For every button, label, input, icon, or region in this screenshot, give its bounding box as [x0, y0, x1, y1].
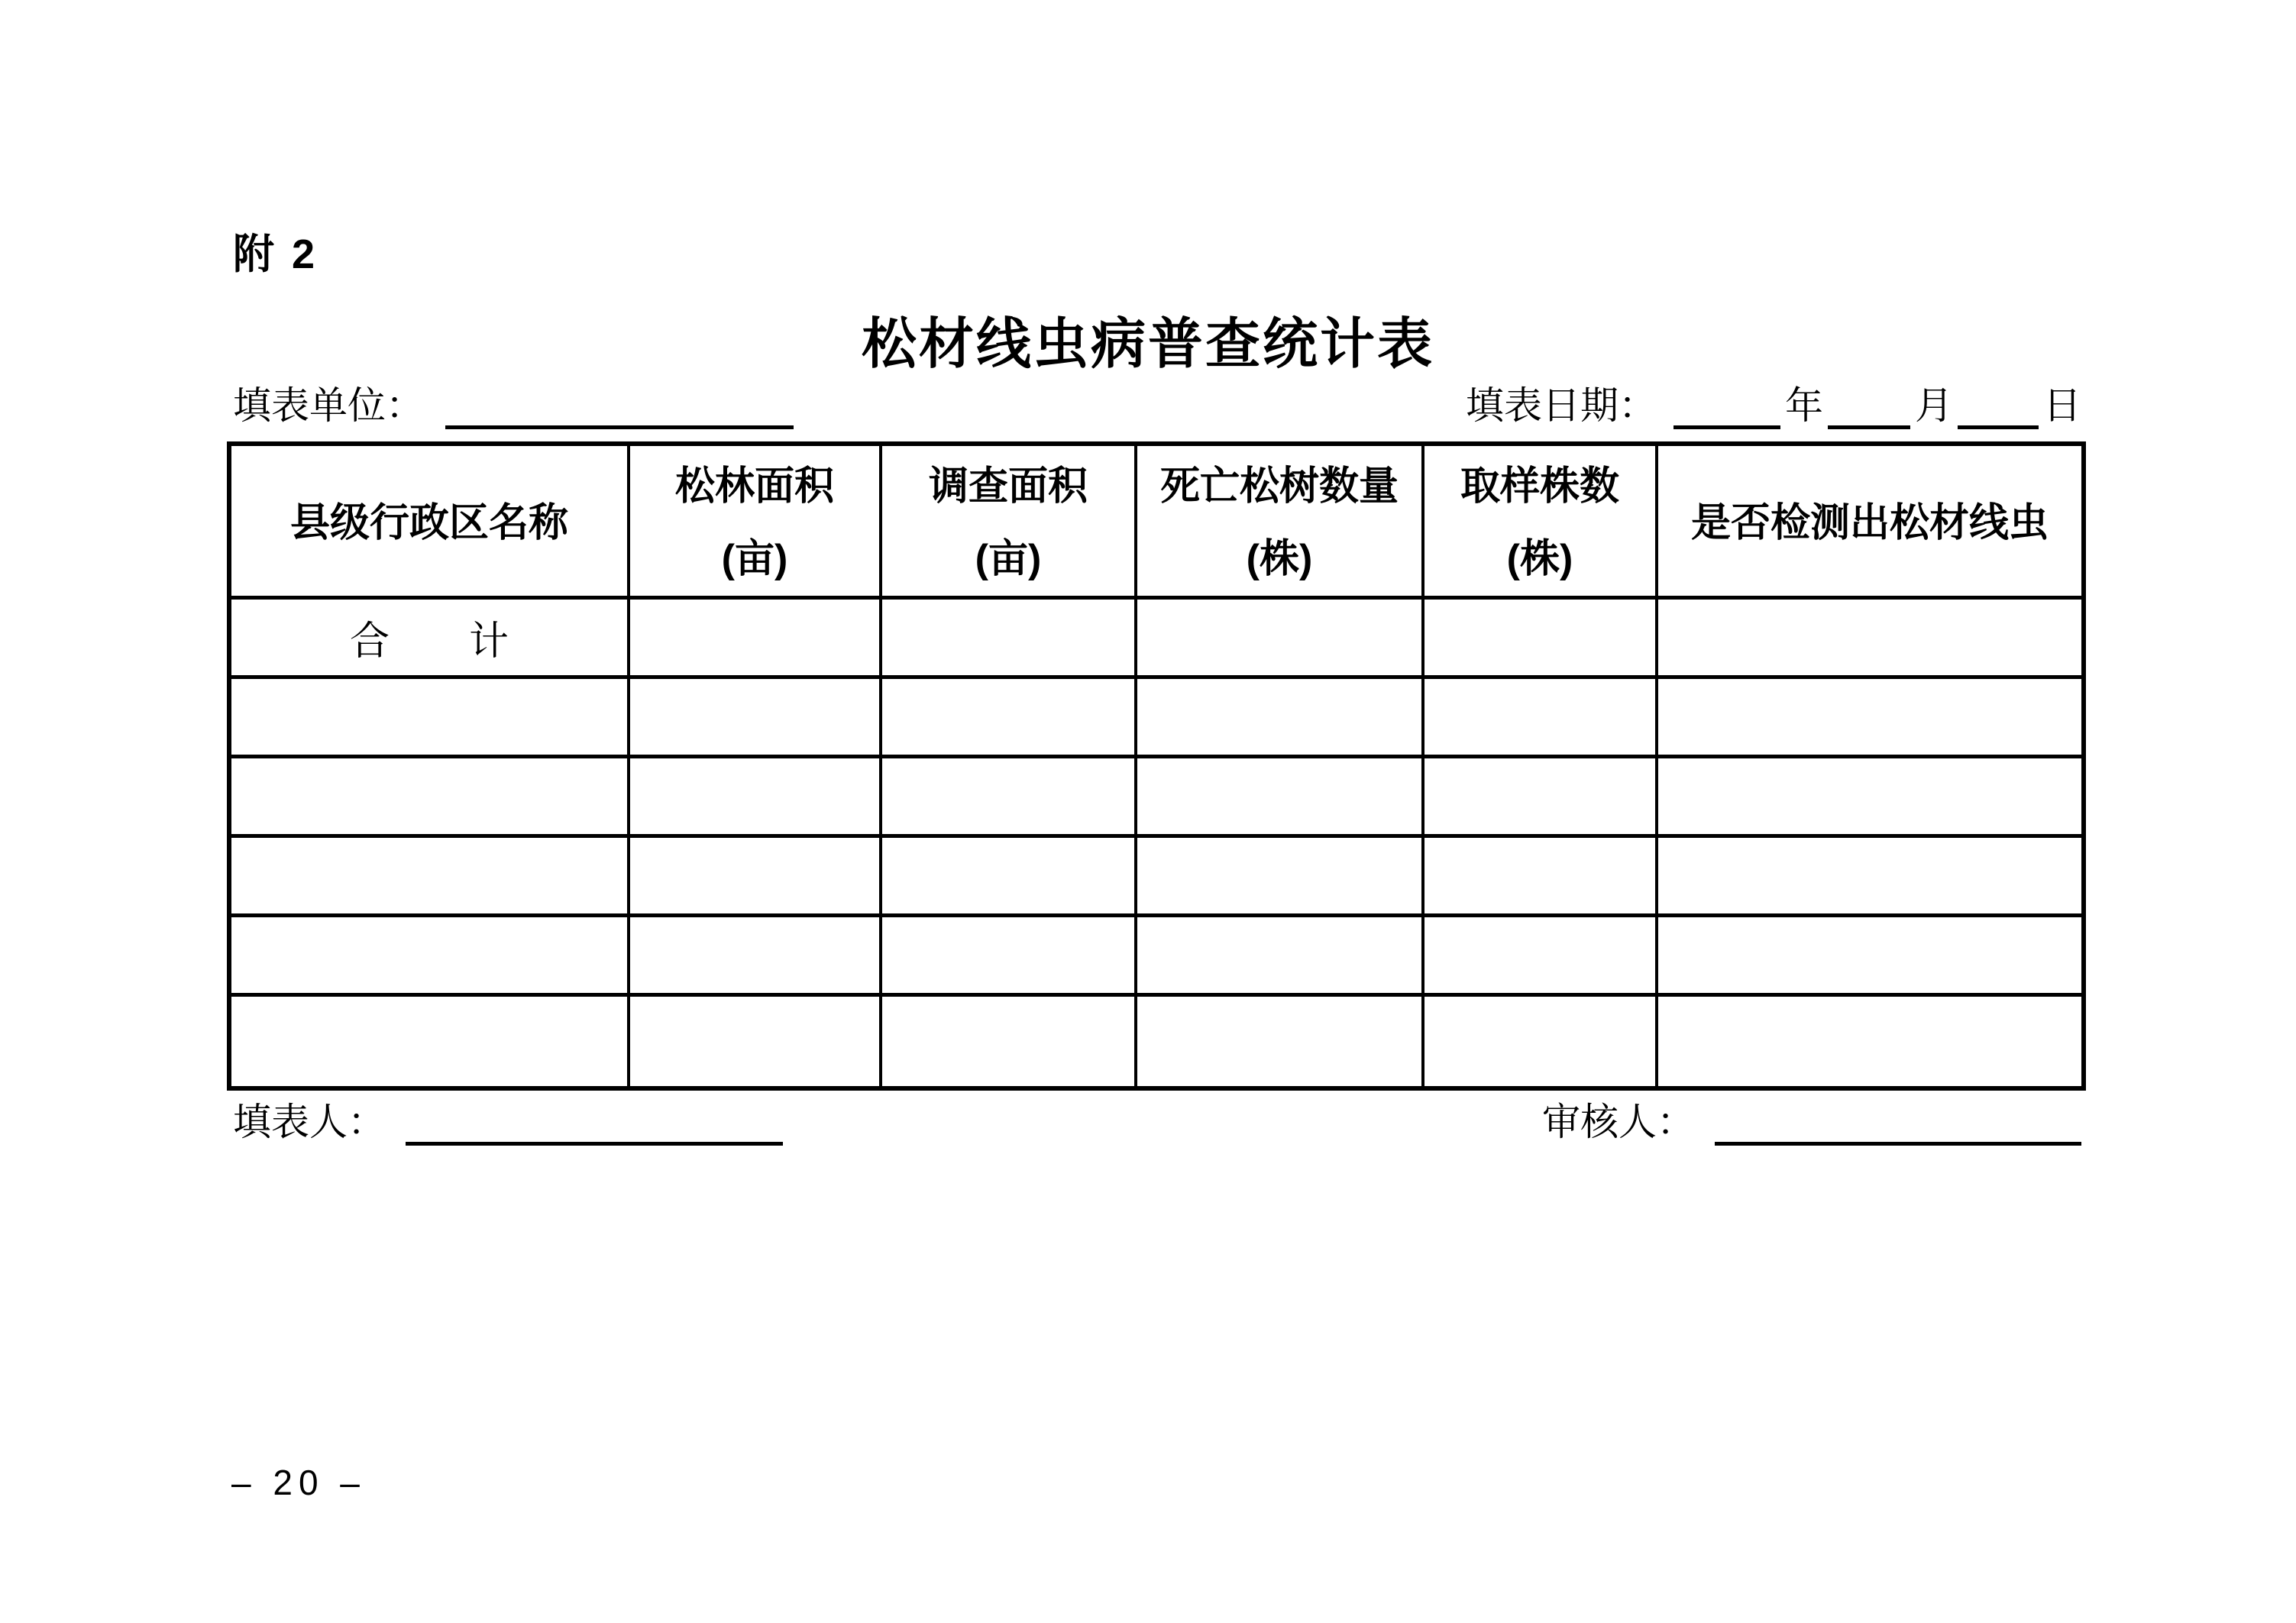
filler-label: 填表人：	[233, 1101, 386, 1143]
table-cell	[229, 916, 629, 995]
table-cell	[1423, 757, 1657, 836]
header-line: 取样株数	[1460, 464, 1619, 509]
table-cell	[1423, 836, 1657, 916]
header-cell-sample-count	[1423, 444, 1657, 598]
table-cell	[1423, 916, 1657, 995]
table-cell	[1657, 677, 2084, 757]
table-cell	[229, 677, 629, 757]
table-row	[229, 995, 2084, 1088]
table-cell	[629, 677, 881, 757]
reviewer-label: 审核人：	[1542, 1101, 1695, 1143]
table-row	[229, 916, 2084, 995]
year-label: 年	[1785, 384, 1823, 427]
header-cell-survey-area	[881, 444, 1136, 598]
header-cell-forest-area	[629, 444, 881, 598]
attachment-label: 附 2	[233, 231, 319, 277]
month-label: 月	[1915, 384, 1953, 427]
reviewer-group	[1542, 1097, 2081, 1147]
header-line: (株)	[1506, 537, 1573, 581]
header-line: 死亡松树数量	[1159, 464, 1399, 509]
table-cell	[1136, 995, 1423, 1088]
unit-blank-line	[445, 387, 794, 429]
header-line: (株)	[1246, 537, 1313, 581]
header-cell-dead-trees	[1136, 444, 1423, 598]
header-line: 县级行政区名称	[289, 500, 568, 545]
date-group	[1466, 380, 2081, 431]
filler-blank-line	[406, 1104, 783, 1146]
page-title: 松材线虫病普查统计表	[861, 314, 1434, 375]
table-cell	[1423, 677, 1657, 757]
table-cell	[1136, 916, 1423, 995]
table-cell	[1657, 598, 2084, 677]
table-cell	[1657, 757, 2084, 836]
table-cell	[881, 598, 1136, 677]
header-line: (亩)	[721, 537, 788, 581]
table-cell	[229, 995, 629, 1088]
table-cell	[881, 916, 1136, 995]
table-cell	[1136, 677, 1423, 757]
filler-group	[233, 1097, 783, 1147]
table-cell	[881, 995, 1136, 1088]
page-number: – 20 –	[231, 1463, 366, 1502]
date-label: 填表日期：	[1466, 384, 1657, 427]
table-row	[229, 836, 2084, 916]
table-body	[229, 444, 2084, 1088]
table-cell	[1136, 757, 1423, 836]
day-label: 日	[2043, 384, 2081, 427]
year-blank-line	[1673, 387, 1780, 429]
table-cell	[629, 995, 881, 1088]
total-row	[229, 598, 2084, 677]
table-cell	[1136, 598, 1423, 677]
table-cell	[629, 598, 881, 677]
day-blank-line	[1958, 387, 2039, 429]
form-info-row	[233, 380, 2081, 441]
form-footer-row	[233, 1097, 2081, 1166]
table-cell	[229, 836, 629, 916]
table-cell	[1657, 836, 2084, 916]
header-line: 是否检测出松材线虫	[1690, 500, 2049, 545]
table-cell	[881, 677, 1136, 757]
table-cell	[881, 836, 1136, 916]
month-blank-line	[1828, 387, 1910, 429]
table-cell	[1136, 836, 1423, 916]
table-cell	[881, 757, 1136, 836]
total-label-cell: 合 计	[229, 598, 629, 677]
table-cell	[1423, 995, 1657, 1088]
table-row	[229, 757, 2084, 836]
table-cell	[629, 916, 881, 995]
table-row	[229, 677, 2084, 757]
table-cell	[629, 757, 881, 836]
header-line: 松林面积	[674, 464, 834, 509]
survey-table	[227, 441, 2086, 1091]
header-line: (亩)	[975, 537, 1042, 581]
table-cell	[1423, 598, 1657, 677]
table-cell	[1657, 995, 2084, 1088]
reviewer-blank-line	[1715, 1104, 2081, 1146]
table-cell	[629, 836, 881, 916]
table-header-row	[229, 444, 2084, 598]
unit-group	[233, 380, 794, 431]
header-cell-region	[229, 444, 629, 598]
header-cell-detection	[1657, 444, 2084, 598]
header-line: 调查面积	[928, 464, 1088, 509]
table-cell	[1657, 916, 2084, 995]
unit-label: 填表单位：	[233, 384, 424, 427]
table-cell	[229, 757, 629, 836]
